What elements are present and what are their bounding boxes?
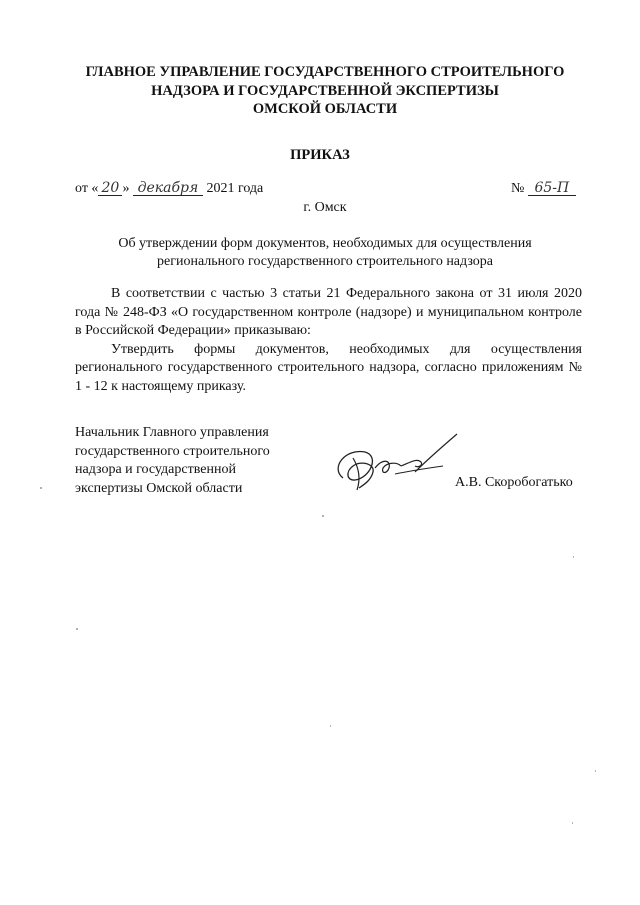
signatory-title [75, 424, 335, 498]
signer-name: А.В. Скоробогатько [455, 475, 573, 490]
handwritten-signature [325, 428, 465, 498]
date-prefix: от « [75, 181, 99, 196]
order-body [75, 285, 582, 396]
header-line-1: ГЛАВНОЕ УПРАВЛЕНИЕ ГОСУДАРСТВЕННОГО СТРОИТЕЛЬНОГО [85, 64, 565, 80]
scan-speck [40, 487, 42, 489]
date-mid: » [122, 181, 133, 196]
paragraph-order: Утвердить формы документов, необходимых для осуществления регионального государственного строительного надзора, согласно приложениям № 1 - 12 к настоящему приказу. [75, 341, 582, 394]
number-prefix: № [511, 181, 528, 196]
number-value: 65-П [528, 181, 576, 196]
order-number [511, 181, 576, 197]
scan-speck [76, 628, 78, 630]
scan-speck [573, 556, 574, 558]
date-month: декабря [133, 181, 203, 196]
document-title: ПРИКАЗ [290, 147, 350, 163]
subject-line-1: Об утверждении форм документов, необходимых для осуществления [118, 236, 532, 251]
date-year: 2021 года [202, 181, 264, 196]
scan-speck [572, 822, 573, 824]
scan-speck [322, 515, 324, 517]
document-header [60, 63, 590, 119]
subject-line-2: регионального государственного строительного надзора [157, 254, 493, 269]
scan-speck [330, 725, 331, 727]
signatory-line-2: государственного строительного [75, 443, 270, 459]
signatory-line-4: экспертизы Омской области [75, 480, 243, 496]
signatory-line-3: надзора и государственной [75, 462, 236, 477]
city: г. Омск [303, 200, 347, 215]
header-line-2: НАДЗОРА И ГОСУДАРСТВЕННОЙ ЭКСПЕРТИЗЫ [151, 82, 499, 99]
scan-speck [595, 770, 596, 772]
order-subject [90, 235, 560, 271]
signatory-line-1: Начальник Главного управления [75, 425, 269, 440]
date-day: 20 [98, 181, 122, 196]
order-date [75, 181, 263, 197]
header-line-3: ОМСКОЙ ОБЛАСТИ [252, 101, 398, 117]
paragraph-legal-basis: В соответствии с частью 3 статьи 21 Федерального закона от 31 июля 2020 года № 248-ФЗ «О государственном контроле (надзоре) и муниципальном контроле в Российской Федерации» приказываю: [75, 286, 582, 338]
